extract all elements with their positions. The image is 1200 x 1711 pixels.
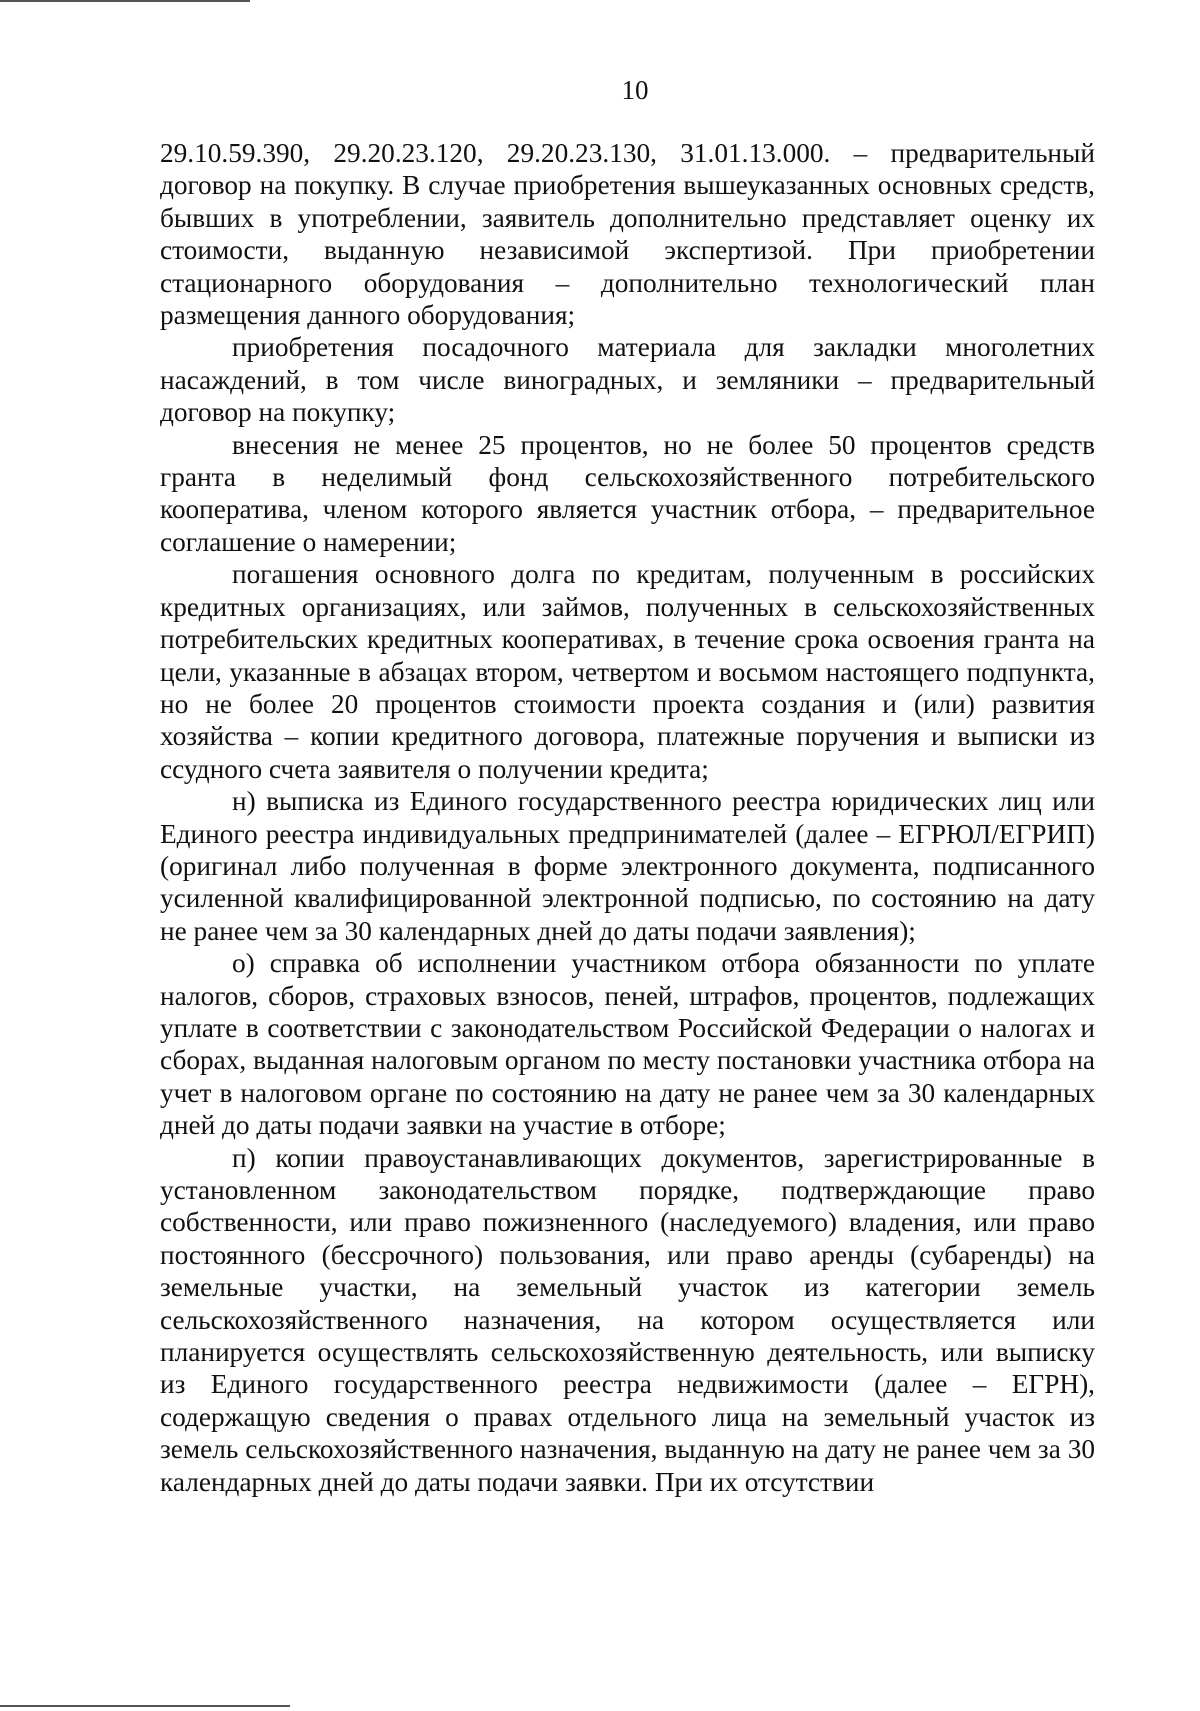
paragraph-6: о) справка об исполнении участником отбора обязанности по уплате налогов, сборов, страховых взносов, пеней, штрафов, процентов, подлежащих уплате в соответствии с законодательством Российской Федерации о налогах и сборах, выданная налоговым органом по месту постановки участника отбора на учет в налоговом органе по состоянию на дату не ранее чем за 30 календарных дней до даты подачи заявки на участие в отборе; xyxy=(160,948,1095,1141)
paragraph-7: п) копии правоустанавливающих документов, зарегистрированные в установленном законодательством порядке, подтверждающие право собственности, или право пожизненного (наследуемого) владения, или право постоянного (бессрочного) пользования, или право аренды (субаренды) на земельные участки, на земельный участок из категории земель сельскохозяйственного назначения, на котором осуществляется или планируется осуществлять сельскохозяйственную деятельность, или выписку из Единого государственного реестра недвижимости (далее – ЕГРН), содержащую сведения о правах отдельного лица на земельный участок из земель сельскохозяйственного назначения, выданную на дату не ранее чем за 30 календарных дней до даты подачи заявки. При их отсутствии xyxy=(160,1142,1095,1497)
scan-edge-bottom xyxy=(0,1705,290,1707)
paragraph-4: погашения основного долга по кредитам, полученным в российских кредитных организациях, или займов, полученных в сельскохозяйственных потребительских кредитных кооперативах, в течение срока освоения гранта на цели, указанные в абзацах втором, четвертом и восьмом настоящего подпункта, но не более 20 процентов стоимости проекта создания и (или) развития хозяйства – копии кредитного договора, платежные поручения и выписки из ссудного счета заявителя о получении кредита; xyxy=(160,559,1095,784)
document-body xyxy=(160,137,1095,1498)
paragraph-3: внесения не менее 25 процентов, но не более 50 процентов средств гранта в неделимый фонд сельскохозяйственного потребительского кооператива, членом которого является участник отбора, – предварительное соглашение о намерении; xyxy=(160,429,1095,557)
paragraph-5: н) выписка из Единого государственного реестра юридических лиц или Единого реестра индивидуальных предпринимателей (далее – ЕГРЮЛ/ЕГРИП) (оригинал либо полученная в форме электронного документа, подписанного усиленной квалифицированной электронной подписью, по состоянию на дату не ранее чем за 30 календарных дней до даты подачи заявления); xyxy=(160,786,1095,946)
page-number: 10 xyxy=(621,75,649,105)
paragraph-1: 29.10.59.390, 29.20.23.120, 29.20.23.130, 31.01.13.000. – предварительный договор на покупку. В случае приобретения вышеуказанных основных средств, бывших в употреблении, заявитель дополнительно представляет оценку их стоимости, выданную независимой экспертизой. При приобретении стационарного оборудования – дополнительно технологический план размещения данного оборудования; xyxy=(160,138,1095,331)
paragraph-2: приобретения посадочного материала для закладки многолетних насаждений, в том числе виноградных, и земляники – предварительный договор на покупку; xyxy=(160,332,1095,428)
scan-edge-top xyxy=(0,0,250,2)
